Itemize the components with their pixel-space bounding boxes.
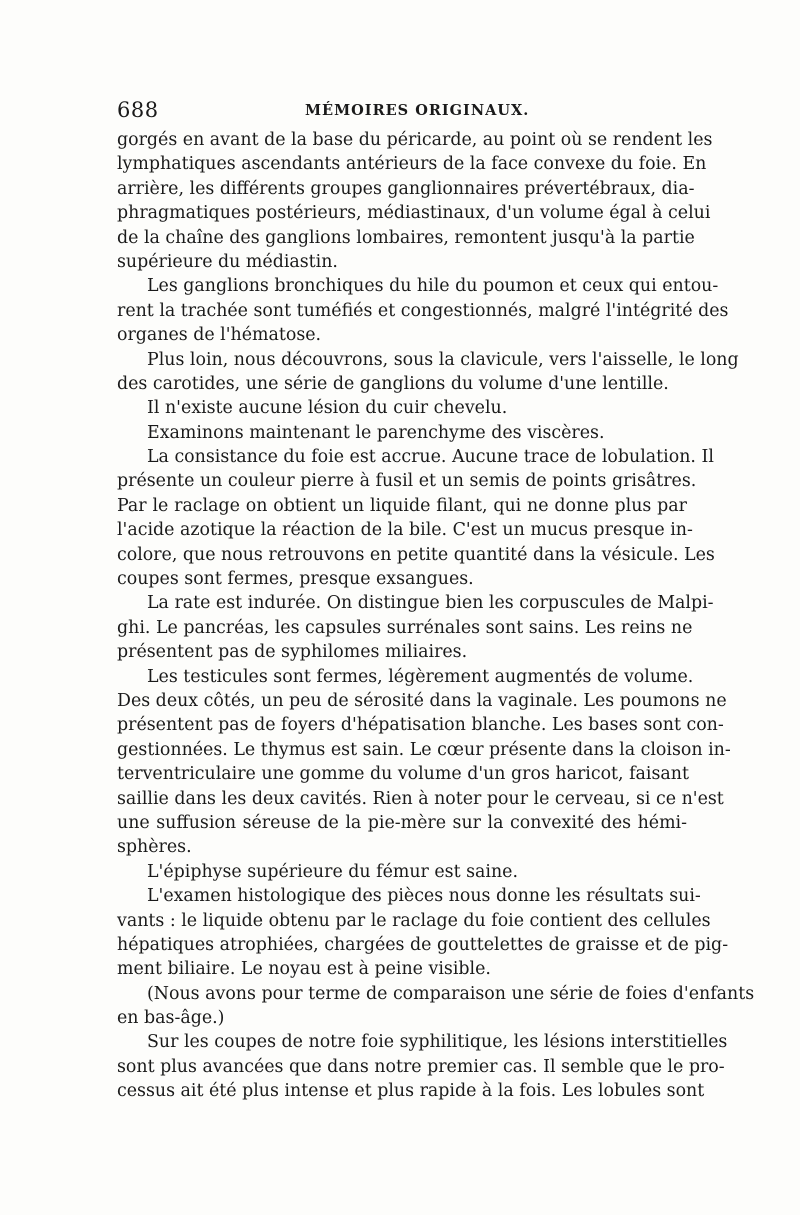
text-line: terventriculaire une gomme du volume d'un gros haricot, faisant (117, 764, 689, 785)
text-line: lymphatiques ascendants antérieurs de la face convexe du foie. En (117, 154, 707, 175)
text-line: (Nous avons pour terme de comparaison une série de foies d'enfants (147, 983, 755, 1004)
text-line: L'épiphyse supérieure du fémur est saine. (147, 861, 518, 882)
text-line: l'acide azotique la réaction de la bile. C'est un mucus presque in- (117, 520, 693, 541)
text-line: La rate est indurée. On distingue bien les corpuscules de Malpi- (147, 593, 714, 614)
page-number: 688 (117, 98, 159, 122)
text-line: L'examen histologique des pièces nous donne les résultats sui- (147, 886, 701, 907)
text-line: Il n'existe aucune lésion du cuir chevelu. (147, 398, 508, 419)
text-line: vants : le liquide obtenu par le raclage du foie contient des cellules (117, 910, 711, 931)
text-line: arrière, les différents groupes ganglionnaires prévertébraux, dia- (117, 178, 695, 199)
text-line: en bas-âge.) (117, 1008, 225, 1029)
text-line: Les testicules sont fermes, légèrement augmentés de volume. (147, 666, 694, 687)
text-line: présentent pas de syphilomes miliaires. (117, 642, 468, 663)
text-line: phragmatiques postérieurs, médiastinaux, d'un volume égal à celui (117, 203, 711, 224)
text-line: Des deux côtés, un peu de sérosité dans la vaginale. Les poumons ne (117, 690, 727, 711)
text-line: Sur les coupes de notre foie syphilitique, les lésions interstitielles (147, 1032, 728, 1053)
text-line: organes de l'hématose. (117, 325, 322, 346)
text-line: des carotides, une série de ganglions du volume d'une lentille. (117, 373, 669, 394)
text-line: rent la trachée sont tuméfiés et congestionnés, malgré l'intégrité des (117, 300, 729, 321)
text-line: ment biliaire. Le noyau est à peine visible. (117, 959, 491, 980)
text-line: hépatiques atrophiées, chargées de gouttelettes de graisse et de pig- (117, 934, 729, 955)
text-line: Les ganglions bronchiques du hile du poumon et ceux qui entou- (147, 276, 719, 297)
page-header (117, 96, 687, 124)
text-line: supérieure du médiastin. (117, 251, 338, 272)
text-line: sphères. (117, 837, 192, 858)
text-line: de la chaîne des ganglions lombaires, remontent jusqu'à la partie (117, 227, 695, 248)
text-line: ghi. Le pancréas, les capsules surrénales sont sains. Les reins ne (117, 617, 693, 638)
text-line: une suffusion séreuse de la pie-mère sur la convexité des hémi- (117, 812, 687, 833)
text-line: présente un couleur pierre à fusil et un semis de points grisâtres. (117, 471, 697, 492)
text-line: présentent pas de foyers d'hépatisation blanche. Les bases sont con- (117, 715, 724, 736)
text-line: Plus loin, nous découvrons, sous la clavicule, vers l'aisselle, le long (147, 349, 739, 370)
text-line: La consistance du foie est accrue. Aucune trace de lobulation. Il (147, 447, 714, 468)
running-head: MÉMOIRES ORIGINAUX. (305, 102, 530, 119)
text-line: saillie dans les deux cavités. Rien à noter pour le cerveau, si ce n'est (117, 788, 724, 809)
text-line: coupes sont fermes, presque exsangues. (117, 569, 474, 590)
text-line: Par le raclage on obtient un liquide filant, qui ne donne plus par (117, 495, 687, 516)
body-text (117, 128, 755, 1104)
text-line: gorgés en avant de la base du péricarde, au point où se rendent les (117, 130, 713, 150)
text-line: sont plus avancées que dans notre premier cas. Il semble que le pro- (117, 1056, 725, 1077)
text-line: Examinons maintenant le parenchyme des viscères. (147, 422, 605, 443)
text-line: cessus ait été plus intense et plus rapide à la fois. Les lobules sont (117, 1081, 705, 1102)
text-line: colore, que nous retrouvons en petite quantité dans la vésicule. Les (117, 544, 715, 565)
text-line: gestionnées. Le thymus est sain. Le cœur présente dans la cloison in- (117, 739, 731, 760)
